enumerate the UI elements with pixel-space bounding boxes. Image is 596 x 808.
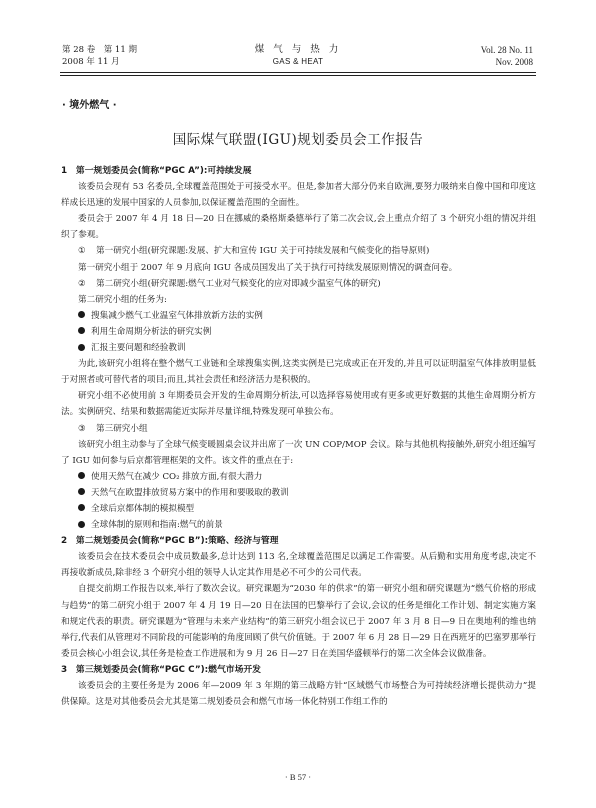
article-body bbox=[61, 163, 536, 710]
paragraph: 委员会于 2007 年 4 月 18 日—20 日在挪威的桑格斯桑德举行了第二次会议,会上重点介绍了 3 个研究小组的情况并组织了参观。 bbox=[61, 214, 536, 241]
numbered-item bbox=[61, 243, 536, 259]
heading-2: 2 第二规划委员会(简称“PGC B”):策略、经济与管理 bbox=[61, 536, 279, 547]
item-text: 第二研究小组(研究课题:燃气工业对气候变化的应对即减少温室气体的研究) bbox=[96, 278, 381, 289]
bullet-item bbox=[61, 324, 536, 340]
header-rule-thick bbox=[60, 72, 536, 73]
item-text: 第一研究小组(研究课题:发展、扩大和宣传 IGU 关于可持续发展和气候变化的指导原则) bbox=[96, 246, 430, 257]
bullet-item bbox=[61, 501, 536, 517]
heading-3: 3 第三规划委员会(简称“PGC C”):燃气市场开发 bbox=[61, 664, 261, 675]
numbered-item bbox=[61, 276, 536, 292]
bullet-item bbox=[61, 308, 536, 324]
bullet-dot-icon bbox=[78, 311, 85, 318]
heading-1: 1 第一规划委员会(简称“PGC A”):可持续发展 bbox=[61, 166, 252, 176]
numbered-item bbox=[61, 421, 536, 437]
journal-title-en: GAS & HEAT bbox=[272, 57, 324, 66]
bullet-dot-icon bbox=[78, 327, 85, 334]
bullet-text: 全球体制的原则和指南:燃气的前景 bbox=[91, 520, 223, 531]
bullet-dot-icon bbox=[78, 521, 85, 528]
paragraph: 自提交前期工作报告以来,举行了数次会议。研究课题为“2030 年的供求”的第一研究小组和研究课题为“燃气价格的形成与趋势”的第二研究小组于 2007 年 4 月 19 日—20 日在法国的巴黎举行了会议,会议的任务是细化工作计划、制定实施方案和规定代表的职责。研究课题为“管理与未来产业结构”的第三研究小组会议已于 2007 年 3 月 8 日—9 日在奥地利的维也纳举行,代表们从管理对不同阶段的可能影响的角度回顾了供气价值链。于 2007 年 6 月 28 日—29 日在西班牙的巴塞罗那举行委员会核心小组会议,其任务是检查工作进展和为 9 月 26 日—27 日在美国华盛顿举行的第二次全体会议做准备。 bbox=[61, 584, 536, 659]
page-number: · B 57 · bbox=[284, 772, 312, 782]
item-number: ② bbox=[78, 278, 86, 289]
bullet-dot-icon bbox=[78, 504, 85, 511]
paragraph: 研究小组不必使用前 3 年期委员会开发的生命周期分析法,可以选择容易使用或有更多或更好数据的其他生命周期分析方法。实例研究、结果和数据需能近实际并尽量详细,特殊发现可单独公布。 bbox=[61, 391, 536, 418]
bullet-item bbox=[61, 469, 536, 485]
journal-volume-en bbox=[481, 44, 533, 68]
bullet-dot-icon bbox=[78, 488, 85, 495]
bullet-text: 天然气在欧盟排放贸易方案中的作用和要吸取的教训 bbox=[91, 487, 289, 498]
item-text: 第三研究小组 bbox=[96, 423, 148, 434]
bullet-text: 利用生命周期分析法的研究实例 bbox=[91, 326, 212, 337]
volume-en-text: Vol. 28 No. 11 bbox=[480, 45, 533, 55]
bullet-dot-icon bbox=[78, 472, 85, 479]
issue-date-text: 2008 年 11 月 bbox=[62, 57, 120, 67]
journal-title-cn: 煤 气 与 热 力 bbox=[254, 44, 342, 55]
bullet-text: 汇报主要问题和经验教训 bbox=[91, 343, 186, 354]
bullet-text: 全球后京都体制的模拟模型 bbox=[91, 503, 195, 514]
bullet-text: 搜集减少燃气工业温室气体排放新方法的实例 bbox=[91, 310, 263, 321]
article-title: 国际煤气联盟(IGU)规划委员会工作报告 bbox=[172, 132, 424, 148]
header-rule-thin bbox=[60, 75, 536, 76]
item-number: ① bbox=[78, 246, 86, 257]
paragraph: 为此,该研究小组将在整个燃气工业链和全球搜集实例,这类实例是已完成或正在开发的,并且可以证明温室气体排放明显低于对照者或可替代者的项目;而且,其社会责任和经济活力是积极的。 bbox=[61, 359, 536, 386]
paragraph: 该委员会现有 53 名委员,全球覆盖范围处于可接受水平。但是,参加者大部分仍来自欧洲,要努力吸纳来自像中国和印度这样成长迅速的发展中国家的人员参加,以保证覆盖范围的全面性。 bbox=[61, 182, 536, 209]
bullet-item bbox=[61, 485, 536, 501]
bullet-item bbox=[61, 517, 536, 533]
paragraph: 该委员会的主要任务是为 2006 年—2009 年 3 年期的第三战略方针“区域燃气市场整合为可持续经济增长提供动力”提供保障。这是对其他委员会尤其是第二规划委员会和燃气市场一体化特别工作组工作的 bbox=[61, 681, 536, 708]
bullet-dot-icon bbox=[78, 344, 85, 351]
date-en-text: Nov. 2008 bbox=[495, 57, 533, 67]
paragraph: 该委员会在技术委员会中成员数最多,总计达到 113 名,全球覆盖范围足以满足工作需要。从后勤和实用角度考虑,决定不再接收新成员,除非经 3 个研究小组的领导人认定其作用是必不可少的公司代表。 bbox=[61, 552, 536, 579]
paragraph: 第一研究小组于 2007 年 9 月底向 IGU 各成员国发出了关于执行可持续发展原则情况的调查问卷。 bbox=[78, 262, 458, 273]
volume-issue-text: 第 28 卷 第 11 期 bbox=[62, 45, 137, 55]
bullet-item bbox=[61, 340, 536, 356]
bullet-text: 使用天然气在减少 CO₂ 排放方面,有很大潜力 bbox=[91, 471, 263, 482]
item-number: ③ bbox=[78, 423, 86, 434]
paragraph: 该研究小组主动参与了全球气候变暖圆桌会议并出席了一次 UN COP/MOP 会议。除与其他机构接触外,研究小组还编写了 IGU 如何参与后京都管理框架的文件。该文件的重点在于: bbox=[61, 439, 536, 466]
section-label: · 境外燃气 · bbox=[62, 100, 117, 111]
paragraph: 第二研究小组的任务为: bbox=[78, 294, 167, 305]
